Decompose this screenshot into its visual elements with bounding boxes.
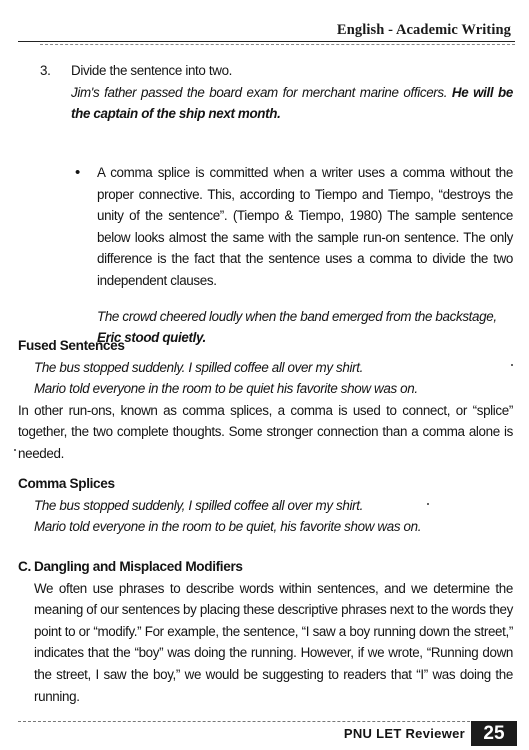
list-item-3 — [40, 60, 513, 125]
example-bold: He will be the captain of the ship next month. — [71, 84, 513, 122]
section-paragraph: In other run-ons, known as comma splices, a comma is used to connect, or “splice” together, the two complete thoughts. Some stronger connection than a comma alone is needed. — [18, 402, 513, 461]
footer-rule — [18, 721, 515, 722]
bullet-icon: • — [75, 164, 80, 181]
example-italic: The crowd cheered loudly when the band emerged from the backstage, — [97, 308, 497, 324]
example-sentence: Mario told everyone in the room to be quiet, his favorite show was on. — [34, 519, 422, 535]
page-number: 25 — [471, 721, 517, 746]
section-heading: Comma Splices — [18, 476, 115, 491]
list-item-number: 3. — [40, 63, 51, 78]
scan-speck — [14, 449, 16, 451]
item-example — [71, 82, 513, 125]
comma-splices-section — [18, 473, 513, 538]
section-title: Dangling and Misplaced Modifiers — [34, 559, 243, 574]
section-c — [18, 556, 513, 707]
note-paragraph: A comma splice is committed when a writer uses a comma without the proper connective. This, according to Tiempo and Tiempo, “destroys the unity of the sentence”. (Tiempo & Tiempo, 1980) The sample sentence below looks almost the same with the sample run-on sentence. The only difference is the fact that the sentence uses a comma to divide the two independent clauses. — [97, 165, 513, 288]
section-heading: Fused Sentences — [18, 338, 125, 353]
section-label: C. — [18, 559, 31, 574]
section-paragraph: We often use phrases to describe words within sentences, and we determine the meaning of our sentences by placing these descriptive phrases next to the words they point to or “modify.” For example, the sentence, “I saw a boy running down the street,” indicates that the “boy” was doing the running. However, if we wrote, “Running down the street, I saw the boy,” we would be suggesting to readers that “I” was doing the running. — [34, 580, 513, 704]
example-sentence: Mario told everyone in the room to be quiet his favorite show was on. — [34, 381, 418, 397]
header-rule-secondary — [40, 44, 515, 45]
example-bold: Eric stood quietly. — [97, 330, 206, 346]
scan-speck — [511, 364, 513, 366]
example-sentence: The bus stopped suddenly, I spilled coffee all over my shirt. — [34, 497, 363, 513]
comma-splice-note — [76, 162, 513, 349]
header-rule — [18, 41, 515, 42]
scan-speck — [427, 503, 429, 505]
footer-label: PNU LET Reviewer — [343, 726, 465, 741]
example-italic: Jim's father passed the board exam for merchant marine officers. — [71, 84, 448, 100]
example-sentence: The bus stopped suddenly. I spilled coffee all over my shirt. — [34, 359, 363, 375]
fused-sentences-section — [18, 335, 513, 465]
running-header: English - Academic Writing — [336, 22, 511, 38]
item-instruction: Divide the sentence into two. — [71, 63, 233, 78]
